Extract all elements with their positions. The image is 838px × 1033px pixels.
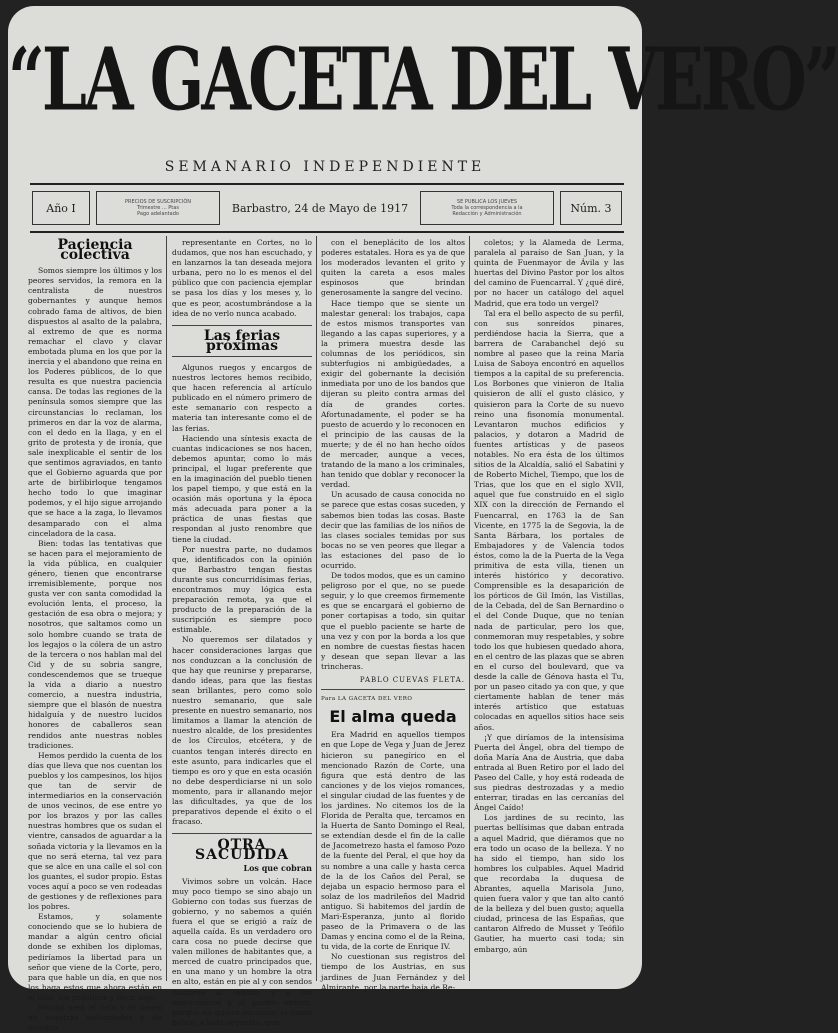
paragraph: Hace tiempo que se siente un malestar general: los trabajos, capa de estos mismos transportes van llegando a las capas superiores, y a la primera muestra desde las columnas de los periódicos, sin subterfugios ni ambigüedades, a exigir del gobernante la decisión inmediata por uno de los bandos que dijeran su pleito contra armas del día de grandes cortes. Afortunadamente, el poder se ha puesto de acuerdo y lo reconocen en el principio de las causas de la muerte; y de él no han hecho oídos de mercader, aunque a veces, tratando de la mano a los criminales, han tenido que doblar y reconocer la verdad. — [321, 298, 465, 490]
publication-line: Toda la correspondencia a la — [451, 205, 523, 211]
paragraph: Estamos, y solamente conociendo que se lo hubiera de mandar a algún centro oficial donde se exhiben los diplomas, pediríamos la libertad para un señor que viene de la Corte, pero, para que hable un día, en que nos los haga estos que ahora están en el sitio, los prácticos y decir algo. — [28, 912, 162, 1002]
article-heading-alma: El alma queda — [329, 707, 457, 727]
article-label: Para LA GACETA DEL VERO — [321, 689, 465, 704]
paragraph: No cuestionan sus registros del tiempo de los Austrias, en sus jardines de Juan Fernández y del Almirante, por la parte baja de Re- — [321, 952, 465, 992]
paragraph: con el beneplácito de los altos poderes estatales. Hora es ya de que los moderados levanten el grito y quiten la careta a esos males espinosos que brindan generosamente la sangre del vecino. — [321, 238, 465, 298]
paragraph: De todos modos, que es un camino peligroso por el que, no se puede seguir, y lo que creemos firmemente es que se encargará el gobierno de poner cortapisas a todo, sin quitar que el pueblo paciente se harte de una vez y con por la borda a los que en nombre de cuestas fiestas hacen y desean que sepan llevar a las trincheras. — [321, 571, 465, 671]
article-subheading: Los que cobran — [243, 863, 312, 874]
paragraph: Vivimos sobre un volcán. Hace muy poco tiempo se sino abajo un Gobierno con todas sus fuerzas de gobierno, y no sabemos a quién fuera el que se erigió a raíz de aquella caída. Es un verdadero oro cara cosa no puede decirse que valen millones de habitantes que, a merced de cuatro principados que, en una mano y un hombre la otra en alto, están en pie al y con sendos nombres al centro, y a los mayordomos y al pueblo entero, porque no quiere escuchar el canto bélico, a toda orquesta, que — [172, 876, 312, 1027]
paragraph: ¡Y que diríamos de la intensísima Puerta del Ángel, obra del tiempo de doña María Ana de Austria, que daba entrada al Buen Retiro por el lado del Paseo del Calle, y hoy está rodeada de sus piedras destrozadas y a medio enterrar, tiradas en las cercanías del Ángel Caído! — [474, 732, 624, 813]
heading-box — [172, 833, 312, 873]
column-3 — [321, 238, 465, 992]
publication-box — [420, 191, 554, 225]
paragraph: coletos; y la Alameda de Lerma, paralela al paraíso de San Juan, y la quinta de Fuenmayor de Ávila y las huertas del Divino Pastor por los altos del camino de Fuencarral. Y ¿qué diré, por no hacer un catálogo del aquel Madrid, que era todo un vergel? — [474, 238, 624, 308]
paragraph: Los jardines de su recinto, las puertas bellísimas que daban entrada a aquel Madrid, que diéramos que no era todo un ocaso de la belleza. Y no ha sido el tiempo, han sido los hombres los culpables. Aquel Madrid que recordaba la duquesa de Abrantes, aquella Marisola Juno, quien fuera valor y que tan alto cantó de la belleza y del buen gusto; aquella ciudad, princesa de las Españas, que cantaron Alfredo de Musset y Teófilo Gautier, ha muerto casi toda; sin embargo, aún — [474, 813, 624, 954]
paragraph: Algunos ruegos y encargos de nuestros lectores hemos recibido, que hacen referencia al artículo publicado en el número primero de este semanario con respecto a materia tan interesante como el de las ferias. — [172, 362, 312, 433]
article-heading-ferias: Las ferias próximas — [203, 327, 281, 354]
paragraph: Tal era el bello aspecto de su perfil, con sus sonreídos pinares, perdiéndose hacia la Sierra, que a barrera de Carabanchel dejó su nombre al paseo que la reina María Luisa de Saboya encontró en aquellos tiempos a la capital de su preferencia. Los Borbones que vinieron de Italia quisieron de allí el gusto clásico, y quisieron para la Corte de su nuevo reino una fisonomía monumental. Levantaron muchos edificios y palacios, y dotaron a Madrid de fuentes artísticas y de paseos notables. No era ésta de los últimos sitios de la Alcaldía, salió el Sabatini y de Roberto Michel, Tiempo, que los de Trias, que los que en el siglo XVII, aquel que fue construido en el siglo XIX con la dirección de Fernando el Fuencarral, en 1763 la de San Vicente, en 1775 la de Segovia, la de Santa Bárbara, los portales de Embajadores y de Valencia todos éstos, como la de la Puerta de la Vega primitiva de esta villa, tienen un interés histórico y decorativo. Comprensible es la desaparición de los pórticos de Gil Imón, las Vistillas, de la Cebada, del de San Bernardino o el del Conde Duque, que no tenían nada de particular, pero los que, conmemoran muy respetables, y sobre todo los que hubiesen quedado ahora, en el centro de las plazas que se abren en el curso del boulevard, que va desde la calle de Génova hasta el Tu, por un paseo citado ya con que, y que ciertamente hablan de tener más interés artístico que estatuas colocadas en aquellos sitios hace seis años. — [474, 308, 624, 732]
article-heading-sacudida: OTRA SACUDIDA — [194, 837, 290, 864]
dateline: Barbastro, 24 de Mayo de 1917 — [231, 201, 409, 215]
subscription-line: Pago adelantado — [137, 211, 179, 217]
info-bar — [30, 183, 624, 233]
paragraph: No queremos ser dilatados y hacer consideraciones largas que nos conduzcan a la conclusión de que hay que reunirse y prepararse, dando ideas, para que las fiestas sean brillantes, pero como solo nuestro semanario, que sale presente en nuestro semanario, nos limitamos a llamar la atención de nuestro alcalde, de los presidentes de los Círculos, etcétera, y de cuantos tengan interés directo en este asunto, para indicarles que el tiempo es oro y que en esta ocasión no debe desperdiciarse ni un solo momento, para ir allanando mejor las dificultades, ya que de los preparativos depende el éxito o el fracaso. — [172, 635, 312, 827]
paragraph: Hemos perdido la cuenta de los días que lleva que nos cuentan los pueblos y los campesinos, los hijos que tan de servir de intermediarios en la conservación de unos vecinos, de ese entre yo por los brazos y por las calles nuestras hombres que os sudan el vientre, cansados de aguardar a la soñada victoria y la llevamos en la que no será eterna, tal vez para que se alce en una calle el sol con los guantes, el sudor propio. Estas voces aquí a poco se ven rodeadas de gestiones y de reflexiones para los pobres. — [28, 750, 162, 912]
paragraph: Somos siempre los últimos y los peores servidos, la remora en la centralista de nuestros gobernantes y aunque hemos cobrado fama de altivos, de bien dispuestos al asalto de la palabra, al extremo de que es norma remachar el clavo y clavar embotada pluma en los que por la inercia y el abandono que reina en los Poderes públicos, de lo que resulta es que nuestra paciencia cansa. De todas las regiones de la península somos siempre que las circunstancias lo reclaman, los primeros en dar la voz de alarma, con el dedo en la llaga, y en el grito de protesta y de ironía, que sale inexplicable el sentir de los que sentimos agraviados, en tanto que el Gobierno aguarda que por arte de birlibirloque tengamos hecho todo lo que imaginar podemos, y el hijo sigue arrojando que se hace a la zaga, lo llevamos desamparado con el alma cinceladora de la casa. — [28, 266, 162, 538]
column-2 — [172, 238, 312, 1027]
masthead-subtitle: SEMANARIO INDEPENDIENTE — [164, 159, 486, 175]
paragraph: Por nuestra parte, no dudamos que, identificados con la opinión que Barbastro tengan fiestas durante sus concurridísimas ferias, encontramos muy lógica esta preparación remota, ya que el producto de la preparación de la suscripción es siempre poco estimable. — [172, 544, 312, 635]
newspaper-page — [8, 6, 838, 1033]
masthead-title: “LA GACETA DEL VERO” — [8, 30, 838, 132]
subscription-box — [96, 191, 220, 225]
paragraph: Haciendo una síntesis exacta de cuantas indicaciones se nos hacen, debemos apuntar, como lo más principal, el lugar preferente que en la imaginación del pueblo tienen los papel tiempo, y que está en la ocasión más oportuna y la época más adecuada para poner a la práctica de unas fiestas que respondan al justo renombre que tiene la ciudad. — [172, 433, 312, 544]
article-signature: PABLO CUEVAS FLETA. — [359, 676, 465, 685]
paragraph: Mucho será el celo y el deseo de nuestras autoridades y de nuestro — [28, 1003, 162, 1033]
column-1 — [28, 237, 162, 1033]
subscription-title: PRECIOS DE SUSCRIPCIÓN — [124, 199, 191, 205]
year-box: Año I — [32, 191, 90, 225]
paragraph: Bien: todas las tentativas que se hacen para el mejoramiento de la vida pública, en cualquier género, tienen que encontrarse irremisiblemente, porque nos gusta ver con santa comodidad la evolución lenta, el proceso, la gestación de esa obra o mejora; y nosotros, que saltamos como un solo hombre cuando se trata de los legajos o la cólera de un astro de la tercera o nos hablan mal del Cid y de su sobria sangre, condescendemos que se trueque la vida a diario a nuestro comercio, a nuestra industria, siempre que el blasón de nuestra hidalguía y de nuestro lucidos honores de caballeros sean rendidos ante nuestras nobles tradiciones. — [28, 538, 162, 750]
column-rule — [166, 236, 167, 981]
issue-number-box: Núm. 3 — [560, 191, 622, 225]
publication-line: Redacción y Administración — [452, 211, 522, 217]
column-rule — [316, 236, 317, 981]
column-4 — [474, 238, 624, 983]
subscription-line: Trimestre ... Ptas — [137, 205, 179, 211]
heading-box — [172, 325, 312, 357]
article-heading-paciencia: Paciencia colectiva — [57, 237, 133, 264]
paragraph: Un acusado de causa conocida no se parece que estas cosas suceden, y sabemos bien todas las cosas. Baste decir que las familias de los niños de las clases sociales temidas por sus bocas no se ven peores que llegar a las estaciones del paso de lo ocurrido. — [321, 490, 465, 570]
paragraph: representante en Cortes, no lo dudamos, que nos han escuchado, y en lanzarnos la tan deseada mejora urbana, pero no lo es menos el del público que con paciencia ejemplar se pasa los días y los meses y, lo que es peor, acostumbrándose a la idea de no verlo nunca acabado. — [172, 238, 312, 318]
publication-title: SE PUBLICA LOS JUEVES — [456, 199, 518, 205]
column-rule — [469, 236, 470, 981]
paragraph: Era Madrid en aquellos tiempos en que Lope de Vega y Juan de Jerez hicieron su panegírico en el mencionado Razón de Corte, una figura que está dentro de las canciones y de los viejos romances, el singular ciudad de las fuentes y de los jardines. No citemos los de la Florida de Peralta que, tercamos en la Huerta de Santo Domingo el Real, se extendían desde el fin de la calle de Jacometrezo hasta el famoso Pozo de la fuente del Peral, el que hoy da su nombre a una calle y hasta cerca de la de los Caños del Peral, se dejaba un espacio hermoso para el solaz de los madrileños del Madrid antiguo. Si habitemos del jardín de Mari-Esperanza, junto al florido paseo de la Primavera o de las Damas y encina como el de la Reina, tu vida, de la corte de Enrique IV. — [321, 730, 465, 952]
